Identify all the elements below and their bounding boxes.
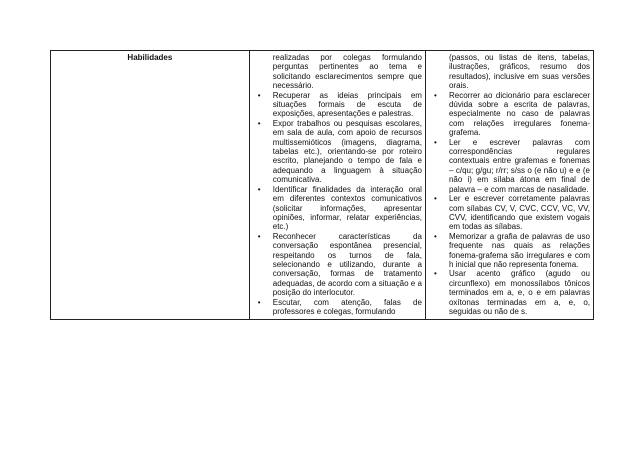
list-item — [429, 194, 590, 232]
list-item-text: Identificar finalidades da interação oral em diferentes contextos comunicativos (solicitar informações, apresentar opiniões, informar, relatar experiências, etc.) — [272, 184, 422, 232]
list-item — [429, 53, 590, 91]
bullet-icon: • — [257, 184, 261, 194]
bullet-icon: • — [257, 90, 261, 100]
list-item-text: Usar acento gráfico (agudo ou circunflexo) em monossílabos tônicos terminados em a, e, o e em palavras oxítonas terminadas em a, e, o, seguidas ou não de s. — [448, 269, 590, 316]
list-item-text: Expor trabalhos ou pesquisas escolares, em sala de aula, com apoio de recursos multissemióticos (imagens, diagrama, tabelas etc.), orientando-se por roteiro escrito, planejando o tempo de fala e adequando a linguagem à situação comunicativa. — [272, 118, 422, 185]
column-3-list — [429, 53, 590, 316]
list-item-text: Memorizar a grafia de palavras de uso frequente nas quais as relações fonema-grafema são irregulares e com h inicial que não representa fonema. — [448, 231, 590, 269]
list-item — [253, 185, 422, 232]
bullet-icon: • — [433, 194, 437, 204]
list-item — [429, 269, 590, 316]
list-item-text: Reconhecer características da conversação espontânea presencial, respeitando os turnos de fala, selecionando e utilizando, durante a conversação, formas de tratamento adequadas, de acordo com a situação e a posição do interlocutor. — [272, 231, 422, 298]
list-item-text: Ler e escrever corretamente palavras com sílabas CV, V, CVC, CCV, VC, VV, CVV, identificando que existem vogais em todas as sílabas. — [448, 194, 590, 232]
list-item — [253, 91, 422, 119]
bullet-icon: • — [433, 231, 437, 241]
list-item-text: (passos, ou listas de itens, tabelas, ilustrações, gráficos, resumo dos resultados), inclusive em suas versões orais. — [448, 53, 590, 91]
list-item-text: Recorrer ao dicionário para esclarecer dúvida sobre a escrita de palavras, especialmente no caso de palavras com relações irregulares fonema-grafema. — [448, 90, 590, 138]
column-2-list — [253, 53, 422, 316]
list-item-text: Escutar, com atenção, falas de professores e colegas, formulando — [272, 297, 422, 316]
list-item — [253, 53, 422, 91]
bullet-icon: • — [257, 297, 261, 307]
column-2-cell — [249, 51, 425, 320]
skills-table — [50, 50, 594, 320]
bullet-icon: • — [257, 118, 261, 128]
habilidades-label: Habilidades — [127, 53, 173, 62]
list-item — [253, 119, 422, 185]
habilidades-header-cell — [51, 51, 250, 320]
list-item — [429, 232, 590, 270]
bullet-icon: • — [433, 269, 437, 279]
bullet-icon: • — [433, 90, 437, 100]
list-item — [253, 232, 422, 298]
list-item — [429, 91, 590, 138]
table-row — [51, 51, 594, 320]
list-item-text: realizadas por colegas formulando perguntas pertinentes ao tema e solicitando esclarecimentos sempre que necessário. — [272, 53, 422, 91]
list-item — [253, 298, 422, 317]
list-item-text: Ler e escrever palavras com correspondências regulares contextuais entre grafemas e fonemas – c/qu; g/gu; r/rr; s/ss o (e não u) e e (e não i) em sílaba átona em final de palavra – e com marcas de nasalidade. — [448, 137, 590, 194]
list-item — [429, 138, 590, 194]
bullet-icon: • — [433, 137, 437, 147]
column-3-cell — [425, 51, 593, 320]
list-item-text: Recuperar as ideias principais em situações formais de escuta de exposições, apresentações e palestras. — [272, 90, 422, 119]
bullet-icon: • — [257, 231, 261, 241]
